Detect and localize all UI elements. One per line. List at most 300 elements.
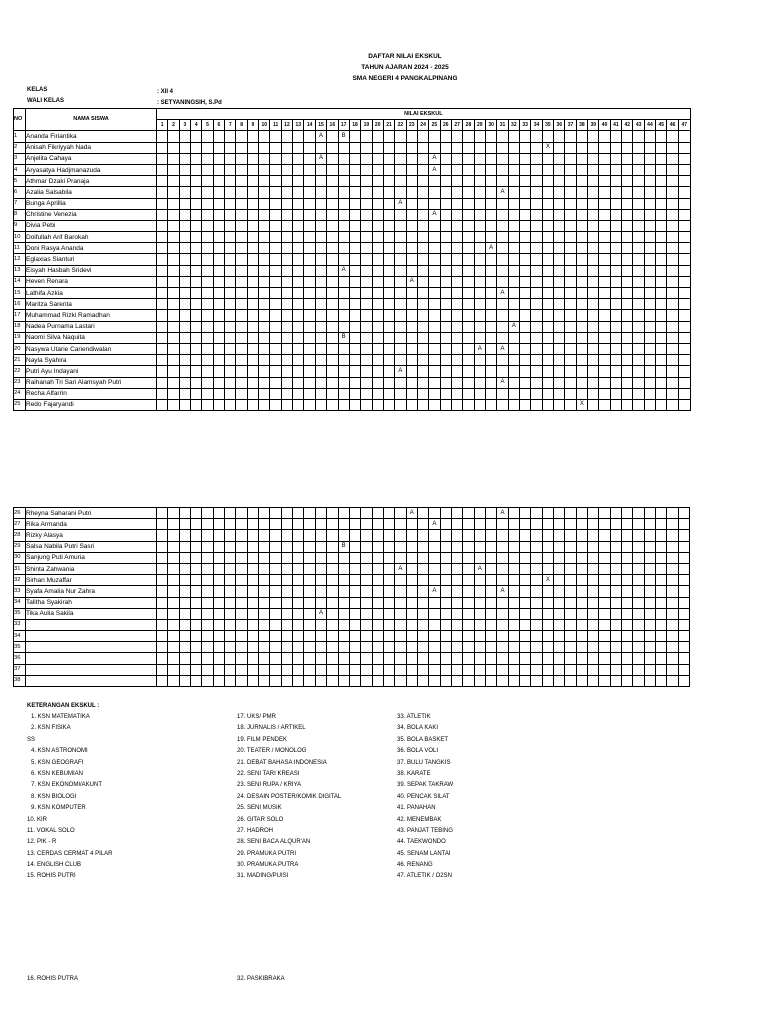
grade-cell [497,552,508,563]
grade-cell [213,153,224,164]
grade-cell [247,597,258,608]
grade-cell [451,164,462,175]
grade-cell [463,332,474,343]
grade-cell [633,377,644,388]
grade-cell [667,653,678,664]
grade-cell [225,265,236,276]
col-group-header: NILAI EKSKUL [157,109,691,120]
grade-cell [157,299,168,310]
grade-cell [485,530,496,541]
table-row [14,608,690,619]
grade-cell [349,332,360,343]
grade-cell [417,276,428,287]
grade-cell [678,209,690,220]
legend-item: 41. PANAHAN [397,805,436,812]
grade-cell [179,299,190,310]
grade-cell [259,653,270,664]
grade-cell [202,664,213,675]
grade-mark: A [497,508,508,519]
grade-cell [236,355,247,366]
grade-cell [576,198,587,209]
grade-cell [497,608,508,619]
grade-cell [429,377,440,388]
grade-cell [463,675,474,686]
grade-cell [179,597,190,608]
student-name: Redo Fajaryandi [26,399,157,410]
grade-cell [644,220,655,231]
grade-cell [417,176,428,187]
grade-cell [644,653,655,664]
grade-cell [667,332,678,343]
grade-cell [508,332,519,343]
grade-cell [678,508,689,519]
legend-item: 38. KARATE [397,770,431,777]
grade-cell [451,552,462,563]
grade-cell [417,310,428,321]
grade-cell [406,142,417,153]
grade-cell [565,153,576,164]
grade-cell [520,388,531,399]
row-number: 2 [14,142,26,153]
grade-cell [678,575,689,586]
grade-cell [678,563,689,574]
grade-cell [213,399,224,410]
grade-cell [678,243,690,254]
grade-cell [451,332,462,343]
grade-cell [179,377,190,388]
grade-cell [361,519,372,530]
grade-cell [395,355,406,366]
grade-cell [644,399,655,410]
grade-cell [281,355,292,366]
grade-cell [202,575,213,586]
grade-cell [531,508,542,519]
legend-item: 11. VOKAL SOLO [27,827,75,834]
grade-cell [474,552,485,563]
grade-cell [168,310,179,321]
grade-cell [281,377,292,388]
grade-cell [327,608,338,619]
grade-cell [520,519,531,530]
grade-cell [622,377,633,388]
grade-cell [588,399,599,410]
grade-cell [440,153,451,164]
grade-cell [599,552,610,563]
grade-cell [361,530,372,541]
grade-cell [554,575,565,586]
grade-cell [372,377,383,388]
grade-cell [304,232,315,243]
grade-cell [236,519,247,530]
legend-item: 40. PENCAK SILAT [397,793,450,800]
grade-cell [338,164,349,175]
grade-cell [361,131,372,142]
grade-cell [157,153,168,164]
grade-cell [474,176,485,187]
grade-cell [213,552,224,563]
grade-cell [395,220,406,231]
grade-cell [338,586,349,597]
grade-cell [644,608,655,619]
grade-cell [520,254,531,265]
grade-cell [463,176,474,187]
grade-cell [565,209,576,220]
row-number: 35 [14,608,26,619]
grade-cell [531,388,542,399]
grade-cell [202,675,213,686]
grade-cell [463,619,474,630]
grade-cell [372,243,383,254]
grade-cell [451,519,462,530]
grade-cell [315,276,326,287]
grade-cell [542,519,553,530]
grade-cell [202,530,213,541]
grade-cell [157,552,168,563]
grade-cell [497,243,508,254]
grade-cell [417,232,428,243]
grade-cell [406,519,417,530]
grade-cell [202,642,213,653]
grade-cell [497,366,508,377]
table-row [14,187,691,198]
grade-cell [678,552,689,563]
grade-cell [531,642,542,653]
grade-cell [225,563,236,574]
grade-cell [576,276,587,287]
grade-cell [633,530,644,541]
student-name: Syafa Amalia Nur Zahra [26,586,157,597]
grade-cell [644,377,655,388]
grade-cell [372,664,383,675]
row-number: 16 [14,299,26,310]
grade-cell [315,343,326,354]
grade-cell [417,563,428,574]
grade-cell [191,388,202,399]
grade-cell [485,131,496,142]
grade-cell [678,299,690,310]
grade-cell [191,164,202,175]
kelas-value: : XII 4 [157,89,174,95]
grade-cell [542,276,553,287]
grade-cell [610,664,621,675]
grade-cell [633,552,644,563]
student-name [26,664,157,675]
grade-cell [406,530,417,541]
grade-cell [225,575,236,586]
student-name: Putri Ayu Indayani [26,366,157,377]
grade-cell [667,508,678,519]
grade-cell [599,232,610,243]
grade-cell [644,563,655,574]
row-number: 33 [14,619,26,630]
grade-cell [304,198,315,209]
grade-mark: A [406,276,417,287]
grade-cell [247,310,258,321]
grade-cell [667,321,678,332]
row-number: 30 [14,552,26,563]
row-number: 18 [14,321,26,332]
grade-cell [633,232,644,243]
grade-cell [191,642,202,653]
grade-cell [497,519,508,530]
grade-cell [383,631,394,642]
grade-cell [508,552,519,563]
grade-cell [667,209,678,220]
grade-cell [474,664,485,675]
grade-cell [429,321,440,332]
grade-cell [656,541,667,552]
grade-cell [304,608,315,619]
grade-cell [599,164,610,175]
grade-cell [270,597,281,608]
grade-cell [315,399,326,410]
student-name: Heven Renara [26,276,157,287]
grade-cell [485,276,496,287]
grade-cell [327,332,338,343]
grade-cell [338,343,349,354]
grade-cell [179,232,190,243]
col-number-5: 5 [202,120,213,131]
grade-cell [191,653,202,664]
grade-cell [678,366,690,377]
grade-cell [678,541,689,552]
grade-cell [349,508,360,519]
grade-cell [327,265,338,276]
grade-cell [622,131,633,142]
grade-cell [429,220,440,231]
grade-cell [304,243,315,254]
grade-cell [247,164,258,175]
grade-cell [372,519,383,530]
grade-cell [168,399,179,410]
grade-cell [451,299,462,310]
grade-cell [383,187,394,198]
grade-cell [315,209,326,220]
grade-cell [270,220,281,231]
grade-cell [440,552,451,563]
grade-cell [372,198,383,209]
grade-cell [451,198,462,209]
grade-cell [474,377,485,388]
grade-cell [565,653,576,664]
grade-cell [531,675,542,686]
grade-cell [463,519,474,530]
grade-cell [247,530,258,541]
grade-cell [485,176,496,187]
grade-cell [281,310,292,321]
grade-cell [474,586,485,597]
table-row [14,675,690,686]
grade-mark: A [395,366,406,377]
grade-mark: A [395,563,406,574]
grade-cell [225,619,236,630]
legend-column-1 [27,712,112,883]
grade-cell [599,399,610,410]
grade-cell [633,299,644,310]
grade-cell [179,642,190,653]
grade-cell [338,276,349,287]
grade-cell [315,563,326,574]
grade-cell [508,343,519,354]
grade-cell [542,209,553,220]
grade-cell [520,332,531,343]
grade-cell [315,552,326,563]
grade-cell [576,653,587,664]
grade-cell [531,399,542,410]
grade-cell [304,631,315,642]
grade-cell [440,321,451,332]
grade-cell [406,310,417,321]
grade-cell [451,575,462,586]
grade-cell [520,232,531,243]
grade-cell [179,254,190,265]
legend-item: 43. PANJAT TEBING [397,827,453,834]
grade-cell [599,310,610,321]
grade-cell [497,563,508,574]
grade-cell [474,131,485,142]
grade-cell [588,187,599,198]
grade-cell [485,299,496,310]
grade-cell [531,631,542,642]
grade-cell [247,586,258,597]
grade-cell [554,586,565,597]
grade-cell [304,563,315,574]
grade-cell [565,366,576,377]
grade-cell [179,276,190,287]
table-row [14,153,691,164]
grade-cell [406,187,417,198]
grade-cell [168,321,179,332]
grade-cell [338,388,349,399]
grade-cell [610,675,621,686]
grade-cell [440,265,451,276]
grade-cell [633,243,644,254]
grade-cell [644,586,655,597]
grade-cell [520,563,531,574]
student-name [26,653,157,664]
grade-cell [157,332,168,343]
grade-cell [349,653,360,664]
grade-cell [429,664,440,675]
grade-cell [497,254,508,265]
grade-cell [202,232,213,243]
grade-cell [225,288,236,299]
grade-cell [157,608,168,619]
grade-cell [236,343,247,354]
grade-cell [610,399,621,410]
grade-cell [497,176,508,187]
grade-cell [417,642,428,653]
grade-cell [440,608,451,619]
grade-cell [485,563,496,574]
grade-cell [406,176,417,187]
grade-cell [576,220,587,231]
grade-cell [372,563,383,574]
grade-cell [656,552,667,563]
grade-cell [247,232,258,243]
grade-cell [429,597,440,608]
grade-cell [213,209,224,220]
grade-cell [463,299,474,310]
grade-cell [281,608,292,619]
grade-cell [542,355,553,366]
grade-cell [497,399,508,410]
grade-cell [440,664,451,675]
grade-cell [168,377,179,388]
grade-cell [622,399,633,410]
col-number-25: 25 [429,120,440,131]
grade-cell [599,153,610,164]
grade-cell [395,187,406,198]
grade-cell [168,530,179,541]
grade-cell [667,377,678,388]
grade-cell [451,597,462,608]
grade-cell [599,631,610,642]
legend-item: 7. KSN EKONOMI/AKUNT [31,782,103,789]
grade-cell [304,597,315,608]
grade-cell [417,377,428,388]
student-name: Athmar Dzaki Pranaja [26,176,157,187]
grade-cell [610,176,621,187]
grade-cell [644,187,655,198]
grade-cell [554,377,565,388]
grade-cell [157,631,168,642]
grade-cell [383,586,394,597]
grade-cell [281,541,292,552]
row-number: 28 [14,530,26,541]
table-row [14,366,691,377]
grade-cell [383,332,394,343]
grade-cell [406,619,417,630]
grade-cell [633,508,644,519]
grade-cell [293,631,304,642]
grade-cell [168,288,179,299]
grade-cell [463,131,474,142]
grade-cell [656,366,667,377]
grade-cell [202,355,213,366]
grade-cell [417,552,428,563]
grade-cell [304,299,315,310]
grade-cell [395,131,406,142]
grade-cell [327,232,338,243]
grade-cell [576,388,587,399]
grade-cell [157,243,168,254]
student-name: Rheyna Saharani Putri [26,508,157,519]
grade-cell [429,653,440,664]
grade-cell [656,187,667,198]
grade-cell [315,265,326,276]
grade-cell [576,631,587,642]
grade-cell [406,597,417,608]
grade-cell [678,265,690,276]
grade-cell [576,254,587,265]
grade-cell [565,232,576,243]
grade-cell [565,343,576,354]
grade-cell [327,664,338,675]
grade-cell [554,142,565,153]
grade-cell [270,653,281,664]
grade-cell [406,675,417,686]
grade-cell [281,254,292,265]
grade-cell [236,321,247,332]
grade-cell [451,541,462,552]
grade-cell [168,552,179,563]
grade-cell [463,399,474,410]
grade-cell [349,388,360,399]
grade-cell [678,377,690,388]
grade-cell [361,265,372,276]
grade-cell [168,642,179,653]
